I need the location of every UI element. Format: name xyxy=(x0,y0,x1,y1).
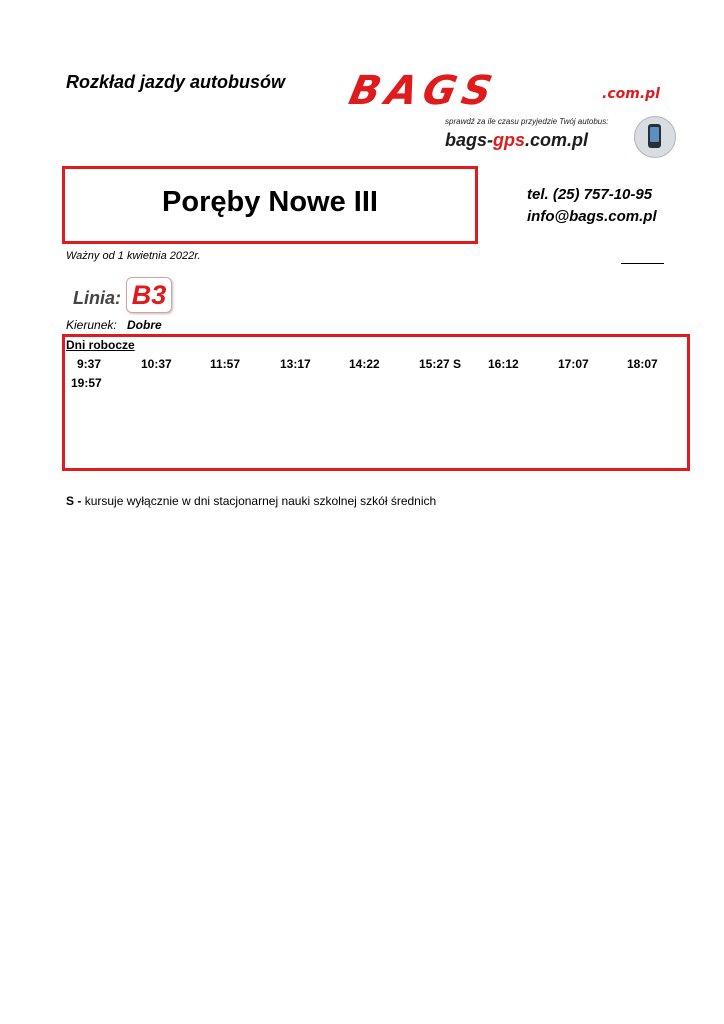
departure-time: 17:07 xyxy=(558,357,589,371)
timetable-heading: Rozkład jazdy autobusów xyxy=(66,72,286,92)
gps-logo[interactable] xyxy=(445,130,588,151)
divider-line xyxy=(621,263,664,264)
departure-time: 15:27 S xyxy=(419,357,462,371)
departure-time: 14:22 xyxy=(349,357,380,371)
line-number: B3 xyxy=(131,280,167,310)
gps-prefix: bags- xyxy=(445,130,494,150)
validity-date: Ważny od 1 kwietnia 2022r. xyxy=(66,250,201,262)
departure-time: 18:07 xyxy=(627,357,658,371)
departure-time: 11:57 xyxy=(210,357,241,371)
departure-time: 13:17 xyxy=(280,357,311,371)
brand-word: BAGS xyxy=(345,68,502,114)
footnote-symbol: S - xyxy=(66,494,82,508)
day-type-label: Dni robocze xyxy=(66,338,135,352)
bags-logo xyxy=(345,68,680,114)
footnote xyxy=(66,494,436,508)
departure-time: 10:37 xyxy=(141,357,172,371)
line-number-badge xyxy=(126,277,172,313)
departure-time: 19:57 xyxy=(71,376,102,390)
smartphone-icon xyxy=(634,116,676,158)
direction-value: Dobre xyxy=(127,318,162,332)
stop-name: Poręby Nowe III xyxy=(162,186,378,218)
gps-suffix: .com.pl xyxy=(525,130,589,150)
brand-domain: .com.pl xyxy=(602,86,660,102)
gps-highlight: gps xyxy=(493,130,526,150)
contact-email[interactable]: info@bags.com.pl xyxy=(527,208,657,225)
timetable-frame xyxy=(62,334,690,471)
gps-tagline: sprawdź za ile czasu przyjedzie Twój autobus: xyxy=(445,117,609,126)
departure-time: 16:12 xyxy=(488,357,519,371)
footnote-text: kursuje wyłącznie w dni stacjonarnej nauki szkolnej szkół średnich xyxy=(84,494,437,508)
line-label: Linia: xyxy=(73,288,121,308)
contact-phone: tel. (25) 757-10-95 xyxy=(527,186,653,203)
direction-label: Kierunek: xyxy=(66,318,117,332)
departure-time: 9:37 xyxy=(77,357,102,371)
